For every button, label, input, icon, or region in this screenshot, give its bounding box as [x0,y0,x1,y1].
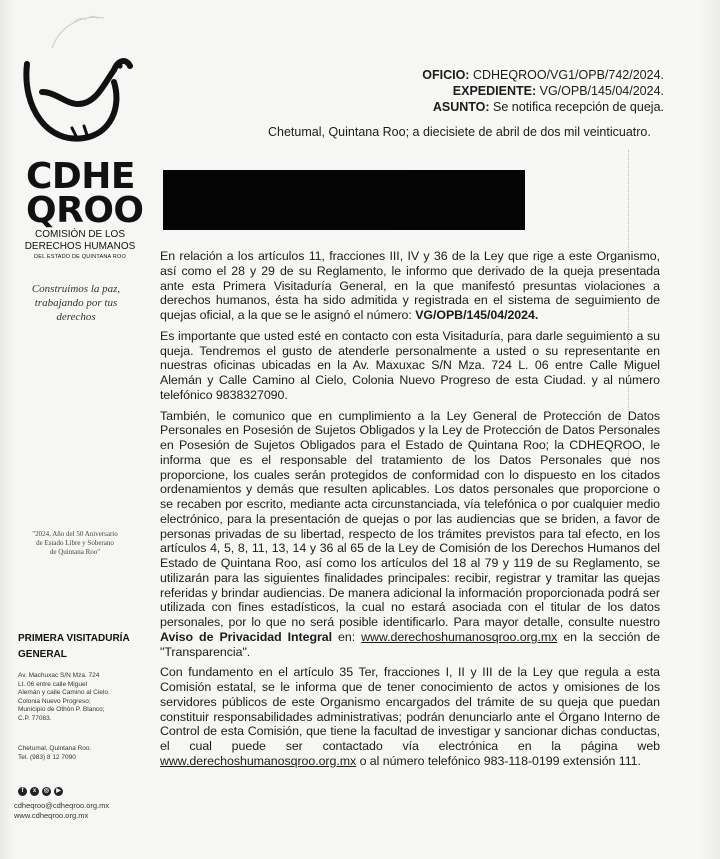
visit-line-2: GENERAL [18,649,67,660]
paragraph-3 [160,409,660,660]
paragraph-2 [160,329,660,403]
brand-sub-line-2: DERECHOS HUMANOS [24,241,136,252]
paragraph-1-text: En relación a los artículos 11, fracciones III, IV y 36 de la Ley que rige a este Organismo, así como el 28 y 29 de su Reglamento, le informo que derivado de la queja presentada ante esta Primera Visitaduría General, en la que manifestó presuntas violaciones a derechos humanos, ésta ha sido admitida y registrada en el sistema de seguimiento de quejas oficial, a la que se le asignó el número: [160,249,660,322]
paragraph-3-en: en: [332,629,362,644]
youtube-icon[interactable]: ▶ [54,787,63,796]
brand-line-2: QROO [26,190,144,231]
addr-line-1: Av. Machuxac S/N Mza. 724 [18,672,100,679]
privacy-link[interactable]: www.derechoshumanosqroo.org.mx [361,629,558,644]
slogan [18,282,134,324]
addr-line-4: Colonia Nuevo Progreso; [18,697,91,705]
letter-body [160,249,660,775]
asunto-line [422,99,664,115]
city-line: Chetumal, Quintana Roo. [18,745,92,752]
brand-sub-line-1: COMISIÓN DE LOS [34,229,125,240]
slogan-line-3: derechos [56,311,96,323]
expediente-label: EXPEDIENTE: [452,84,537,98]
paragraph-4 [160,665,660,768]
visit-line-1: PRIMERA VISITADURÍA [18,633,130,644]
anniv-line-3: de Quintana Roo" [49,548,101,556]
contact-email[interactable]: cdheqroo@cdheqroo.org.mx [14,801,110,810]
expediente-line [422,83,664,99]
slogan-line-2: trabajando por tus [34,297,118,309]
oficio-label: OFICIO: [422,68,470,82]
office-city-phone [18,745,140,762]
case-number: VG/OPB/145/04/2024. [415,308,539,322]
redacted-recipient-block [163,170,525,230]
brand-line-1: CDHE [26,156,136,197]
paragraph-3-tail: en la sección de "Transparencia". [160,629,660,659]
website-link[interactable]: www.derechoshumanosqroo.org.mx [160,753,357,768]
anniv-line-2: de Estado Libre y Soberano [36,539,114,547]
facebook-icon[interactable]: f [18,787,27,796]
social-icons [18,787,63,796]
place-date-line: Chetumal, Quintana Roo; a diecisiete de abril de dos mil veinticuatro. [268,125,651,139]
brand-subtitle [20,229,140,261]
brand-logotype [26,156,144,231]
instagram-icon[interactable]: ◎ [43,788,50,794]
addr-line-6: C.P. 77083. [18,714,52,722]
office-address [18,672,140,723]
paragraph-4-text: Con fundamento en el artículo 35 Ter, fracciones I, II y III de la Ley que regula a esta Comisión estatal, se le informa que de tener conocimiento de actos y omisiones de los servidores públicos de este Organismo encargados del trámite de su queja que puedan constituir responsabilidades administrativas; podrán denunciarlo ante el Órgano Interno de Control de esta Comisión, que tiene la facultad de investigar y sancionar dichas conductas, el cual puede ser contactado vía electrónica en la página web [160,665,660,753]
oficio-value: CDHEQROO/VG1/OPB/742/2024. [472,68,664,82]
addr-line-3: Alemán y calle Camino al Cielo. [18,689,110,696]
asunto-label: ASUNTO: [432,100,490,114]
paragraph-1 [160,249,660,323]
contact-website[interactable]: www.cdheqroo.org.mx [14,811,89,820]
tel-line: Tel. (983) 8 12 7090 [18,753,76,761]
anniv-line-1: "2024, Año del 50 Aniversario [32,530,118,538]
x-icon[interactable]: x [30,787,39,796]
asunto-value: Se notifica recepción de queja. [493,100,664,114]
paragraph-2-text: Es importante que usted esté en contacto con esta Visitaduría, para darle seguimiento a su queja. Tendremos el gusto de atenderle personalmente a usted o su representante en nuestras oficinas ubicadas en la Av. Maxuxac S/N Mza. 724 L. 06 entre Calle Miguel Alemán y Calle Camino al Cielo, Colonia Nuevo Progreso de esta Ciudad. y al número telefónico 9838327090. [160,328,660,402]
addr-line-2: Lt. 06 entre calle Miguel [18,680,88,688]
paragraph-3-text: También, le comunico que en cumplimiento a la Ley General de Protección de Datos Personales en Posesión de Sujetos Obligados y la Ley de Protección de Datos Personales en Posesión de Sujetos Obligados para el Estado de Quintana Roo; la CDHEQROO, le informa que es el responsable del tratamiento de los Datos Personales que nos proporcione, los cuales serán protegidos de conformidad con lo dispuesto en los citados ordenamientos y demás que resulten aplicables. Los datos personales que proporcione o se recaben por escrito, mediante acta circunstanciada, vía telefónica o por cualquier medio electrónico, para la presentación de quejas o por las audiencias que se briden, a favor de personas privadas de su libertad, respecto de los trámites previstos para tal efecto, en los artículos 4, 5, 8, 11, 13, 14 y 36 al 65 de la Ley de Comisión de los Derechos Humanos del Estado de Quintana Roo, así como los artículos del 18 al 79 y 119 de su Reglamento, se utilizarán para las siguientes finalidades principales: recibir, registrar y tramitar las quejas referidas y brindar audiencias. De manera adicional la información proporcionada podrá ser utilizada con fines estadísticos, la cual no estará asociada con el titular de los datos personales, por lo que no será posible identificarlo. Para mayor detalle, consulte nuestro [160,408,660,629]
addr-line-5: Municipio de Othón P. Blanco; [18,706,105,713]
slogan-line-1: Construimos la paz, [31,283,121,295]
visitaduria-title [18,631,148,663]
paragraph-4-tail: o al número telefónico 983-118-0199 extensión 111. [356,753,641,768]
document-reference-block [422,67,664,115]
expediente-value: VG/OPB/145/04/2024. [539,84,664,98]
oficio-line [422,67,664,83]
contact-info [14,801,144,821]
privacy-notice-title: Aviso de Privacidad Integral [160,629,332,644]
dove-logo-icon [12,8,140,156]
anniversary-legend [10,530,140,557]
brand-sub-line-3: DEL ESTADO DE QUINTANA ROO [34,254,126,260]
letterhead-sidebar [0,0,150,859]
